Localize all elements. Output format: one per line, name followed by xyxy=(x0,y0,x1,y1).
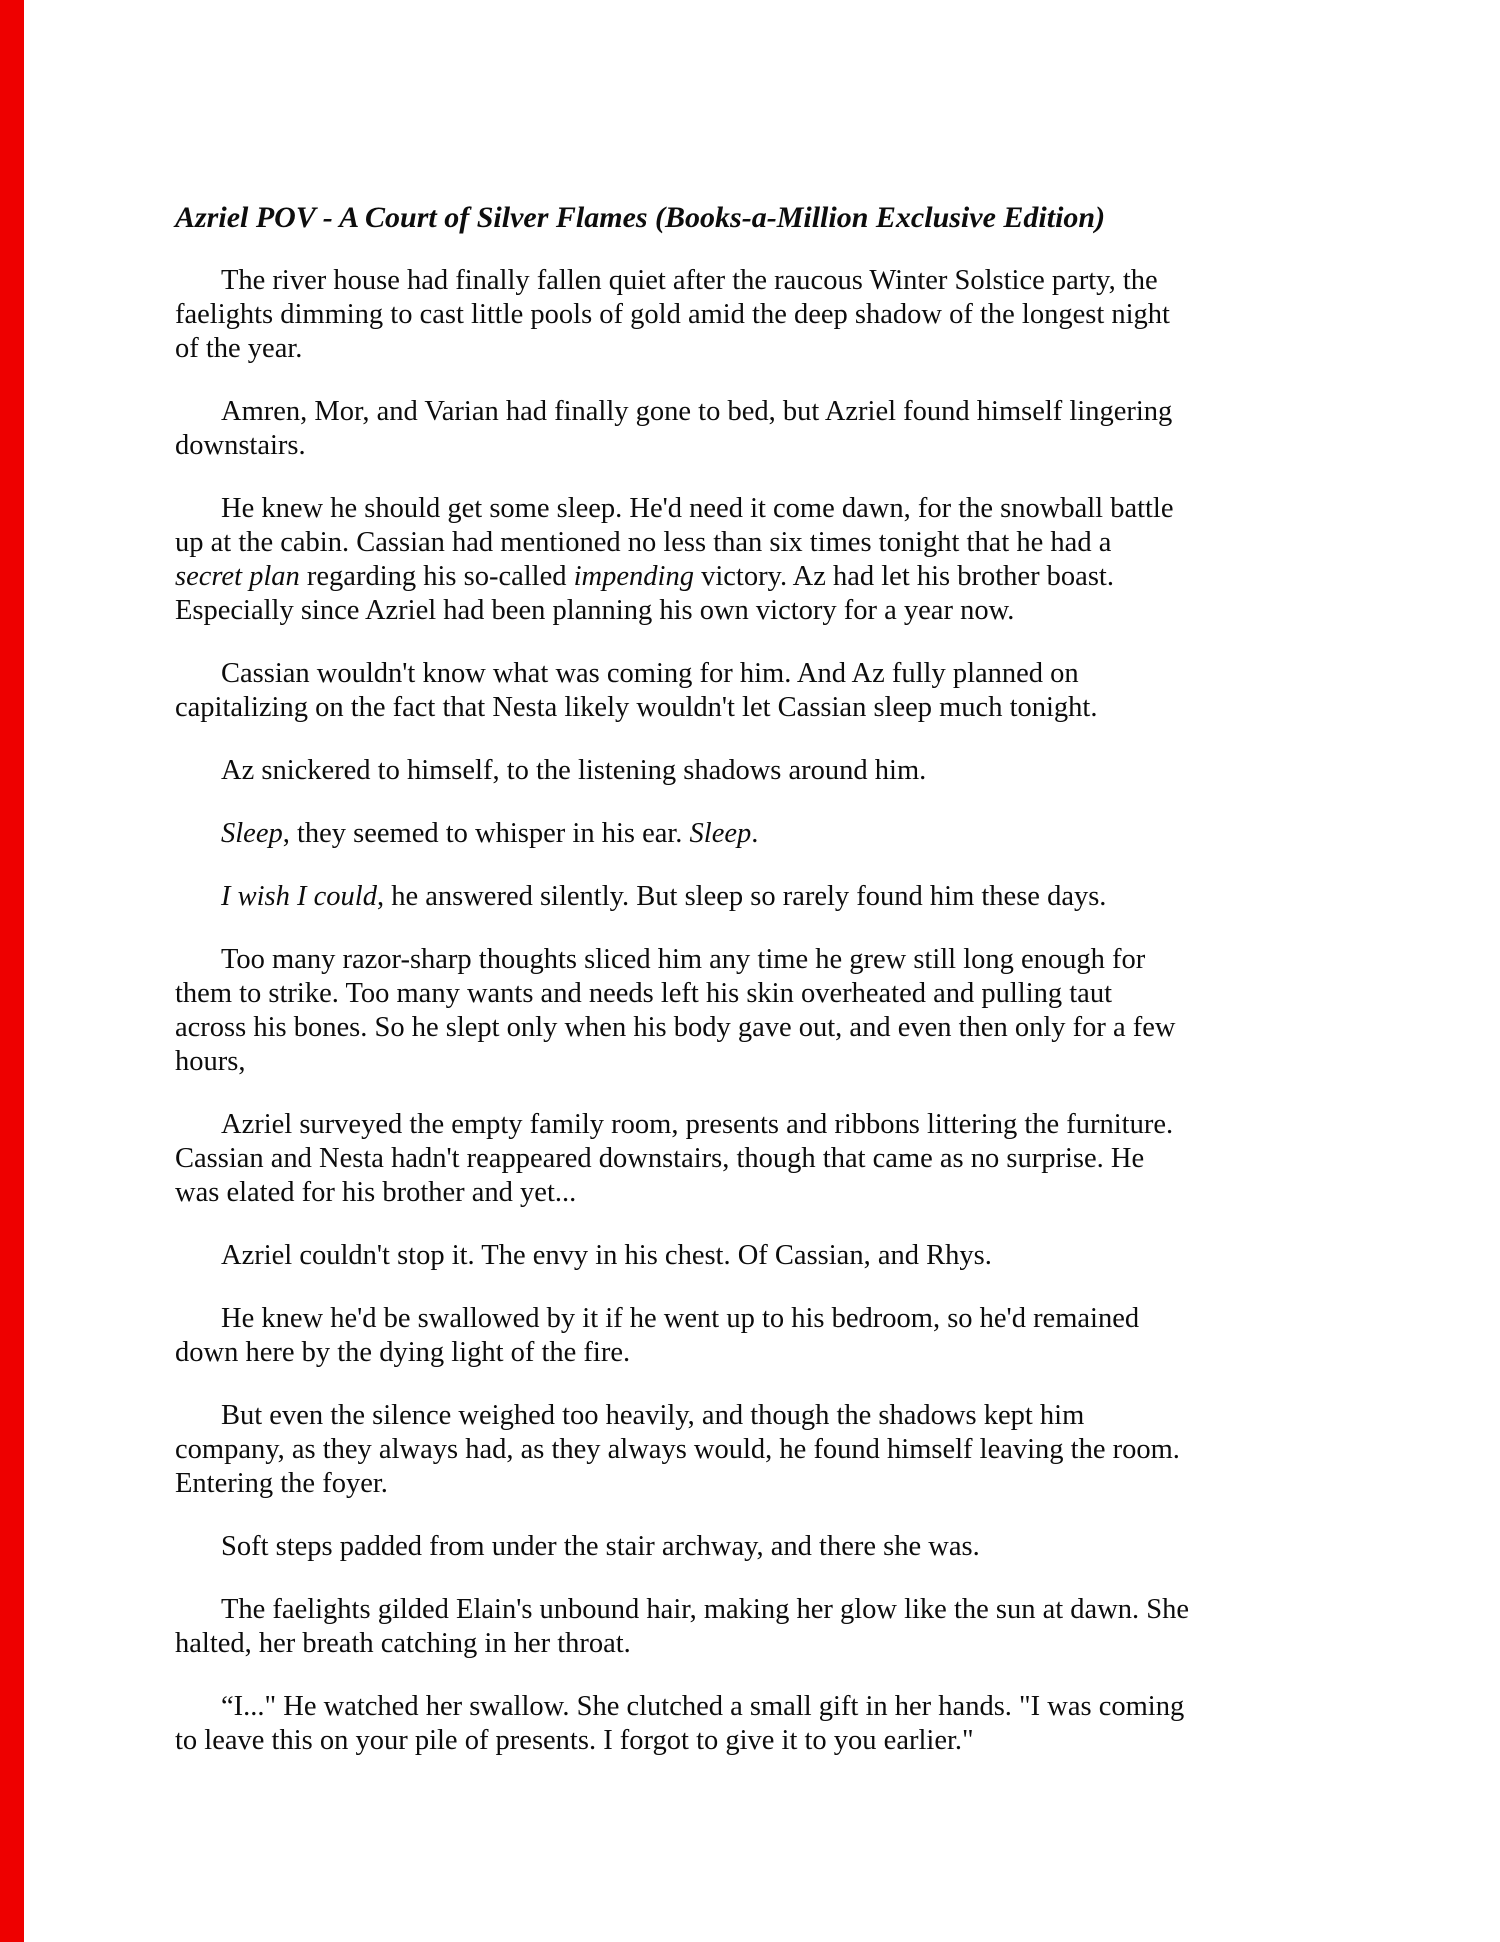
text-line: He knew he'd be swallowed by it if he went up to his bedroom, so he'd remained xyxy=(221,1303,1140,1334)
paragraph xyxy=(175,880,1385,914)
text-line: hours, xyxy=(175,1046,246,1077)
paragraph xyxy=(175,1108,1385,1210)
text-line: downstairs. xyxy=(175,430,306,461)
text-line: them to strike. Too many wants and needs left his skin overheated and pulling taut xyxy=(175,978,1112,1009)
paragraph xyxy=(175,1239,1385,1273)
text-line: capitalizing on the fact that Nesta likely wouldn't let Cassian sleep much tonight. xyxy=(175,692,1098,723)
text-line: company, as they always had, as they always would, he found himself leaving the room. xyxy=(175,1434,1180,1465)
text-line: Too many razor-sharp thoughts sliced him any time he grew still long enough for xyxy=(221,944,1146,975)
text-line: He knew he should get some sleep. He'd need it come dawn, for the snowball battle xyxy=(221,493,1174,524)
text-line: “I..." He watched her swallow. She clutched a small gift in her hands. "I was coming xyxy=(221,1691,1185,1722)
text-line: secret plan regarding his so-called impending victory. Az had let his brother boast. xyxy=(175,561,1114,592)
paragraph xyxy=(175,1690,1385,1758)
left-red-stripe xyxy=(0,0,24,1942)
paragraph xyxy=(175,1593,1385,1661)
text-line: Cassian and Nesta hadn't reappeared downstairs, though that came as no surprise. He xyxy=(175,1143,1145,1174)
text-line: up at the cabin. Cassian had mentioned no less than six times tonight that he had a xyxy=(175,527,1112,558)
document-body xyxy=(175,264,1385,1758)
document-content xyxy=(175,0,1385,1787)
paragraph xyxy=(175,492,1385,628)
text-line: I wish I could, he answered silently. But sleep so rarely found him these days. xyxy=(221,881,1107,912)
page-title: Azriel POV - A Court of Silver Flames (Books-a-Million Exclusive Edition) xyxy=(175,201,1106,234)
text-line: Sleep, they seemed to whisper in his ear. Sleep. xyxy=(221,818,759,849)
paragraph xyxy=(175,817,1385,851)
text-line: of the year. xyxy=(175,333,303,364)
text-line: faelights dimming to cast little pools of gold amid the deep shadow of the longest night xyxy=(175,299,1170,330)
text-line: across his bones. So he slept only when his body gave out, and even then only for a few xyxy=(175,1012,1176,1043)
paragraph xyxy=(175,395,1385,463)
text-line: Entering the foyer. xyxy=(175,1468,388,1499)
text-line: The faelights gilded Elain's unbound hair, making her glow like the sun at dawn. She xyxy=(221,1594,1190,1625)
paragraph xyxy=(175,754,1385,788)
text-line: to leave this on your pile of presents. I forgot to give it to you earlier." xyxy=(175,1725,974,1756)
text-line: Soft steps padded from under the stair archway, and there she was. xyxy=(221,1531,980,1562)
paragraph xyxy=(175,657,1385,725)
paragraph xyxy=(175,1302,1385,1370)
text-line: halted, her breath catching in her throat. xyxy=(175,1628,631,1659)
text-line: But even the silence weighed too heavily, and though the shadows kept him xyxy=(221,1400,1085,1431)
paragraph xyxy=(175,1530,1385,1564)
paragraph xyxy=(175,264,1385,366)
text-line: Az snickered to himself, to the listening shadows around him. xyxy=(221,755,927,786)
text-line: The river house had finally fallen quiet after the raucous Winter Solstice party, the xyxy=(221,265,1158,296)
text-line: Azriel surveyed the empty family room, presents and ribbons littering the furniture. xyxy=(221,1109,1174,1140)
text-line: was elated for his brother and yet... xyxy=(175,1177,577,1208)
text-line: Especially since Azriel had been planning his own victory for a year now. xyxy=(175,595,1015,626)
text-line: down here by the dying light of the fire. xyxy=(175,1337,631,1368)
paragraph xyxy=(175,943,1385,1079)
text-line: Azriel couldn't stop it. The envy in his chest. Of Cassian, and Rhys. xyxy=(221,1240,992,1271)
text-line: Cassian wouldn't know what was coming for him. And Az fully planned on xyxy=(221,658,1079,689)
paragraph xyxy=(175,1399,1385,1501)
text-line: Amren, Mor, and Varian had finally gone to bed, but Azriel found himself lingering xyxy=(221,396,1173,427)
